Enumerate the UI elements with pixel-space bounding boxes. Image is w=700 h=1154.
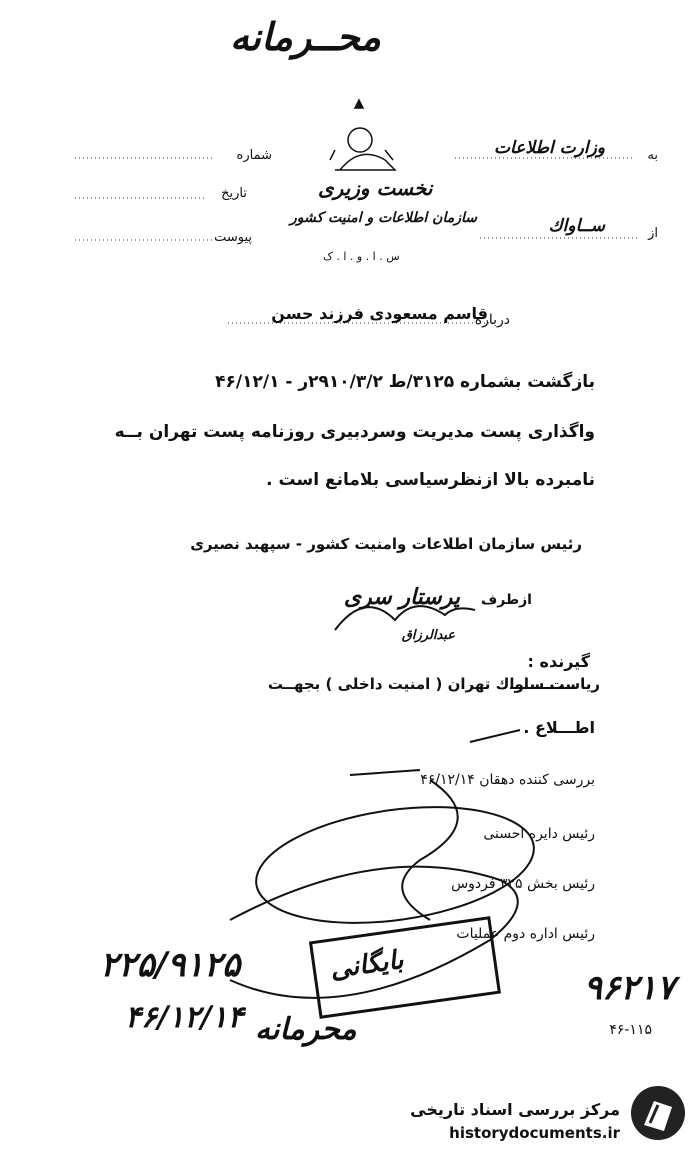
review-line-4: رئیس اداره دوم عملیات: [456, 926, 595, 942]
signatory-title: رئیس سازمان اطلاعات وامنیت کشور - سپهبد نصیری: [190, 535, 582, 553]
handwritten-date-left: ۴۶/۱۲/۱۴: [125, 1000, 244, 1035]
date-label: تاریخ: [221, 186, 247, 201]
archive-box-stamp: بایگانی: [328, 945, 406, 985]
signature-sub: عبدالرزاق: [401, 628, 455, 643]
to-value: وزارت اطلاعات: [494, 138, 605, 158]
archive-url[interactable]: historydocuments.ir: [449, 1124, 620, 1142]
archive-name: مرکز بررسی اسناد تاریخی: [410, 1100, 620, 1119]
body-line-2: واگذاری پست مدیریت وسردبیری روزنامه پست تهران بــه: [114, 422, 595, 442]
subject-value: قاسم مسعودی فرزند حسن: [271, 304, 488, 323]
review-line-1: بررسی کننده دهقان ۴۶/۱۲/۱۴: [420, 772, 595, 788]
recipients-label: گیرنده :: [527, 652, 590, 671]
from-value: ســاواك: [548, 216, 605, 236]
org-line2: سازمان اطلاعات و امنیت کشور: [290, 210, 477, 226]
on-behalf-label: ازطرف: [480, 592, 532, 608]
handwritten-number-right: ۹۶۲۱۷: [583, 968, 675, 1008]
body-line-3: نامبرده بالا ازنظرسیاسی بلامانع است .: [266, 470, 595, 490]
review-line-2: رئیس دایره احسنی: [483, 826, 595, 842]
subject-label: درباره: [474, 312, 510, 328]
signature: پرستار سری: [343, 584, 460, 610]
archive-logo-icon: [631, 1086, 685, 1140]
handwritten-number-left: ۲۲۵/۹۱۲۵: [100, 945, 241, 985]
org-line1: نخست وزیری: [318, 176, 433, 200]
attachment-label: پیوست: [214, 230, 252, 245]
review-line-3: رئیس بخش ۳۲۵ فردوس: [451, 876, 595, 892]
number-label: شماره: [236, 148, 272, 163]
form-code: ۴۶-۱۱۵: [609, 1022, 652, 1038]
confidential-stamp-bottom: محرمانه: [255, 1012, 357, 1047]
recipients-line-2: اطـــلاع .: [523, 718, 595, 737]
confidential-stamp-top: محــرمانه: [230, 14, 381, 59]
body-line-1: بازگشت بشماره ۳۱۲۵/ط ۲۹۱۰/۳/۲ر - ۴۶/۱۲/۱: [215, 372, 595, 392]
from-label: از: [648, 226, 658, 241]
recipients-line-1: ریاست ساواك تهران ( امنیت داخلی ) بجهــت: [267, 675, 600, 693]
lion-sun-emblem-icon: [330, 100, 395, 170]
to-label: به: [647, 148, 658, 163]
org-code: س . ا . و . ا . ک: [323, 250, 400, 263]
